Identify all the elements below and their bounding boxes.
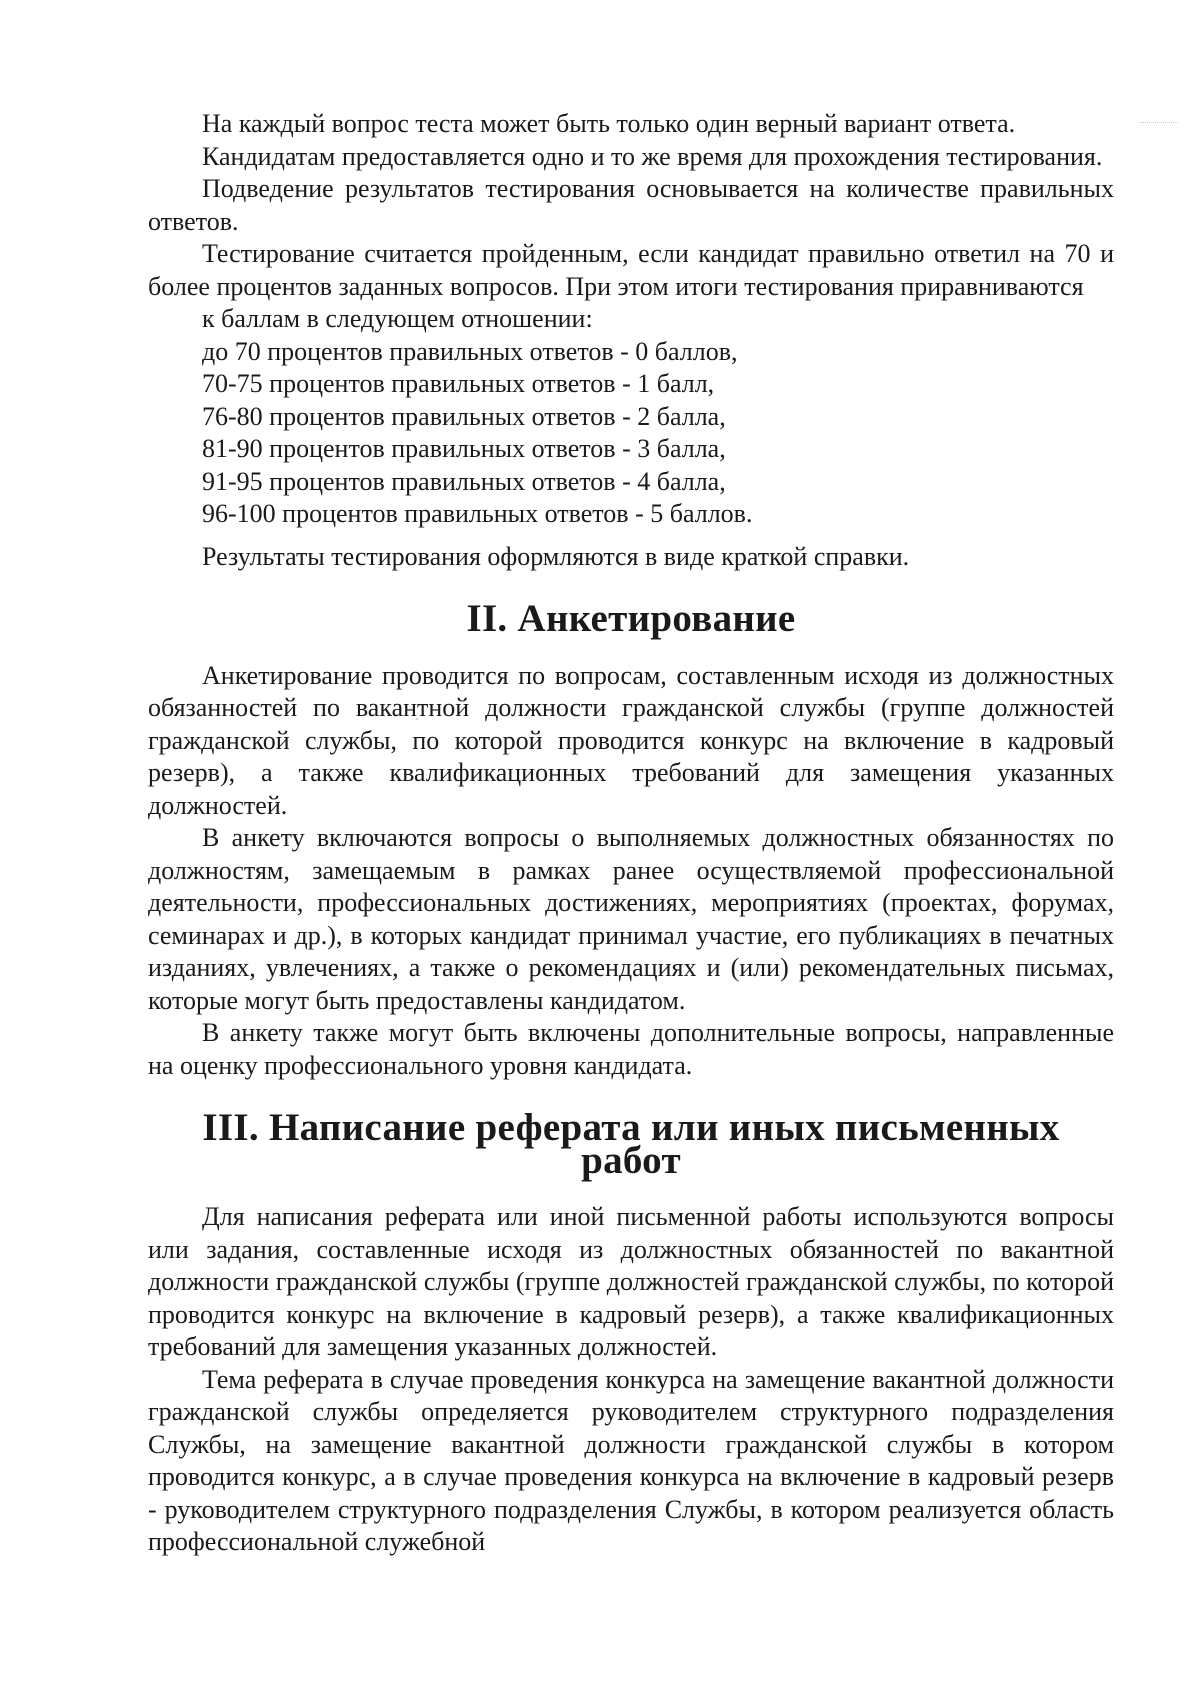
paragraph-results-basis: Подведение результатов тестирования основывается на количестве правильных ответов. [148,174,1114,236]
grade-line: 70-75 процентов правильных ответов - 1 балл, [202,369,715,398]
paragraph-essay-questions: Для написания реферата или иной письменной работы используются вопросы или задания, составленные исходя из должностных обязанностей по вакантной должности гражданской службы (группе должностей гражданской службы, по которой проводится конкурс на включение в кадровый резерв), а также квалификационных требований для замещения указанных должностей. [148,1202,1114,1361]
paragraph-essay-topic: Тема реферата в случае проведения конкурса на замещение вакантной должности гражданской службы определяется руководителем структурного подразделения Службы, на замещение вакантной должности гражданской службы в котором проводится конкурс, а в случае проведения конкурса на включение в кадровый резерв - руководителем структурного подразделения Службы, в котором реализуется область профессиональной служебной [148,1364,1114,1556]
paragraph-questionnaire-extra: В анкету также могут быть включены дополнительные вопросы, направленные на оценку профессионального уровня кандидата. [148,1018,1114,1080]
paragraph-one-answer: На каждый вопрос теста может быть только один верный вариант ответа. [202,109,1016,138]
paragraph-same-time: Кандидатам предоставляется одно и то же время для прохождения тестирования. [202,141,1103,171]
paragraph-questionnaire-basis: Анкетирование проводится по вопросам, составленным исходя из должностных обязанностей по вакантной должности гражданской службы (группе должностей гражданской службы, по которой проводится конкурс на включение в кадровый резерв), а также квалификационных требований для замещения указанных должностей. [148,660,1114,820]
section-heading-questionnaire: II. Анкетирование [466,597,796,640]
paragraph-passing-threshold: Тестирование считается пройденным, если кандидат правильно ответил на 70 и более процентов заданных вопросов. При этом итоги тестирования приравниваются [148,239,1114,301]
grade-line: 81-90 процентов правильных ответов - 3 балла, [202,434,726,463]
grade-line: до 70 процентов правильных ответов - 0 баллов, [202,336,738,366]
grade-line: 91-95 процентов правильных ответов - 4 балла, [202,466,726,496]
scan-artifact-mark [1140,122,1178,124]
paragraph-results-format: Результаты тестирования оформляются в виде краткой справки. [202,541,910,571]
grade-line: 96-100 процентов правильных ответов - 5 баллов. [202,499,753,528]
grading-scale-intro: к баллам в следующем отношении: [202,304,593,333]
grading-scale [148,303,1114,531]
section-heading-essay: III. Написание реферата или иных письменных работ [202,1106,1060,1182]
document-page [148,108,1114,1559]
grade-line: 76-80 процентов правильных ответов - 2 балла, [202,401,726,431]
paragraph-questionnaire-content: В анкету включаются вопросы о выполняемых должностных обязанностях по должностям, замещаемым в рамках ранее осуществляемой профессиональной деятельности, профессиональных достижениях, мероприятиях (проектах, форумах, семинарах и др.), в которых кандидат принимал участие, его публикациях в печатных изданиях, увлечениях, а также о рекомендациях и (или) рекомендательных письмах, которые могут быть предоставлены кандидатом. [148,823,1114,1015]
